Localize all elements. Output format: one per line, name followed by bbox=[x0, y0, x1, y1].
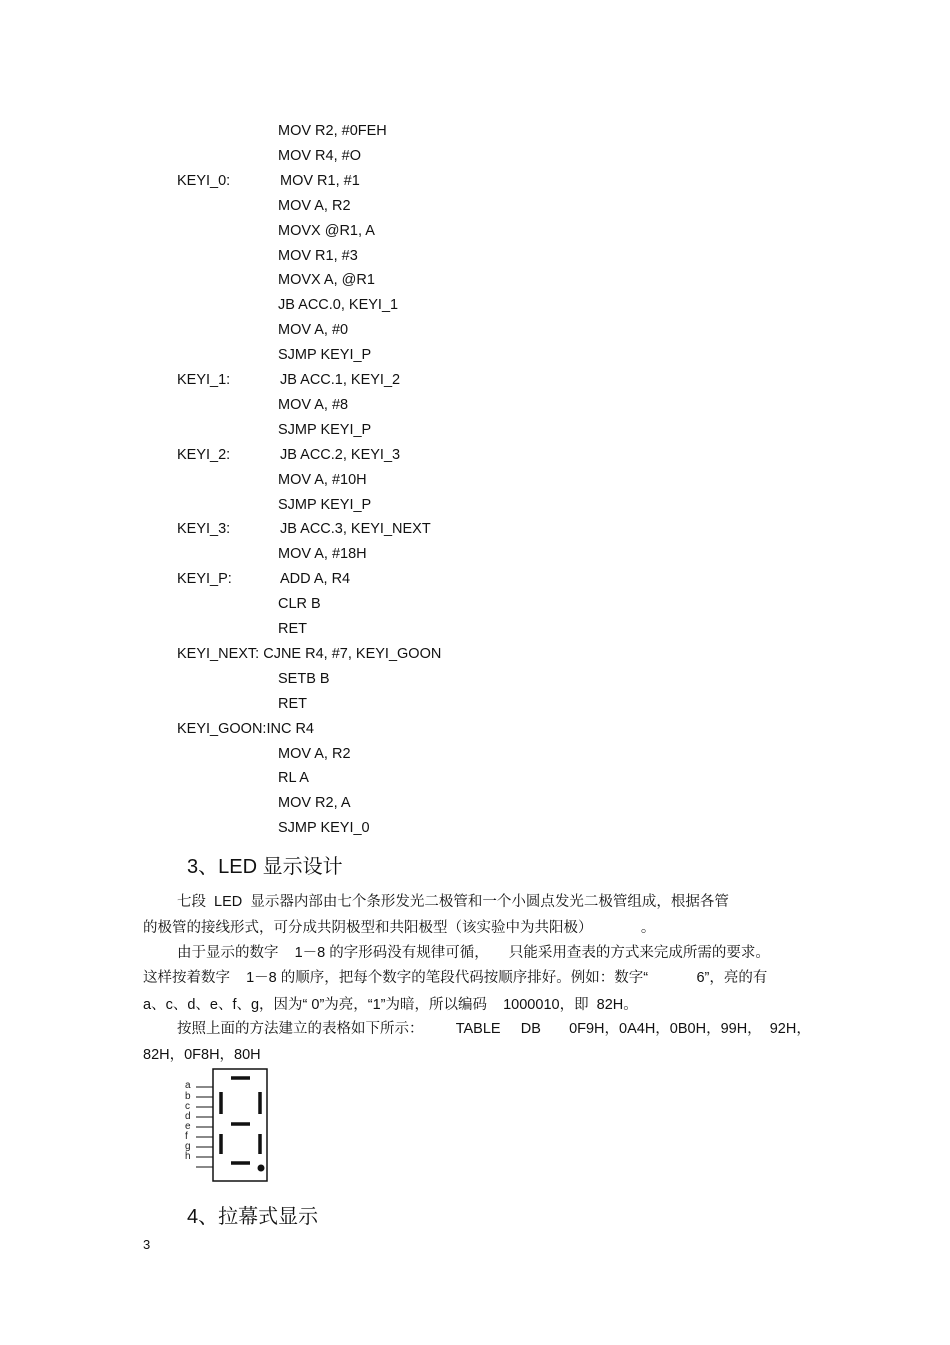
paragraph-line: 按照上面的方法建立的表格如下所示： TABLE DB 0F9H，0A4H，0B0H，99H， 92H， bbox=[177, 1021, 811, 1037]
segment-dp bbox=[258, 1165, 265, 1172]
seven-segment-display-diagram bbox=[176, 1066, 276, 1186]
code-instruction: SJMP KEYI_P bbox=[278, 497, 372, 513]
code-instruction: SJMP KEYI_P bbox=[278, 347, 372, 363]
code-instruction: MOV A, R2 bbox=[278, 198, 351, 214]
code-instruction: CLR B bbox=[278, 596, 321, 612]
code-instruction: JB ACC.3, KEYI_NEXT bbox=[280, 521, 431, 537]
pin-label: e bbox=[185, 1121, 191, 1132]
pin-label: c bbox=[185, 1101, 190, 1112]
paragraph-line: 这样按着数字 1－8 的顺序，把每个数字的笔段代码按顺序排好。例如：数字“ 6”，亮的有 bbox=[143, 970, 768, 986]
code-instruction: RET bbox=[278, 621, 307, 637]
code-instruction: ADD A, R4 bbox=[280, 571, 351, 587]
paragraph-line: 七段 LED 显示器内部由七个条形发光二极管和一个小圆点发光二极管组成，根据各管 bbox=[177, 894, 729, 910]
code-label: KEYI_NEXT: CJNE R4, #7, KEYI_GOON bbox=[177, 646, 442, 662]
pin-label: d bbox=[185, 1111, 191, 1122]
code-instruction: MOV R1, #3 bbox=[278, 248, 358, 264]
code-instruction: MOV R2, A bbox=[278, 795, 351, 811]
page-number: 3 bbox=[143, 1237, 151, 1252]
section-4-heading: 4、拉幕式显示 bbox=[187, 1206, 319, 1228]
code-label: KEYI_0: bbox=[177, 173, 231, 189]
code-label: KEYI_3: bbox=[177, 521, 231, 537]
code-instruction: MOV R2, #0FEH bbox=[278, 123, 387, 139]
code-instruction: JB ACC.2, KEYI_3 bbox=[280, 447, 401, 463]
code-label: KEYI_2: bbox=[177, 447, 231, 463]
code-instruction: RL A bbox=[278, 770, 309, 786]
code-instruction: MOV R1, #1 bbox=[280, 173, 360, 189]
code-instruction: MOVX @R1, A bbox=[278, 223, 375, 239]
pin-label: a bbox=[185, 1080, 191, 1091]
code-label: KEYI_GOON:INC R4 bbox=[177, 721, 314, 737]
paragraph-line: 82H，0F8H，80H bbox=[143, 1047, 261, 1063]
code-instruction: MOVX A, @R1 bbox=[278, 272, 375, 288]
code-instruction: MOV A, #18H bbox=[278, 546, 367, 562]
pin-label: h bbox=[185, 1151, 191, 1162]
paragraph-line: a、c、d、e、f、g，因为“ 0”为亮，“1”为暗，所以编码 1000010，即 82H。 bbox=[143, 997, 638, 1013]
code-instruction: MOV A, #8 bbox=[278, 397, 349, 413]
pin-label: b bbox=[185, 1091, 191, 1102]
code-instruction: RET bbox=[278, 696, 307, 712]
code-instruction: JB ACC.0, KEYI_1 bbox=[278, 297, 399, 313]
paragraph-line: 的极管的接线形式，可分成共阴极型和共阳极型（该实验中为共阳极） 。 bbox=[143, 920, 656, 936]
code-instruction: JB ACC.1, KEYI_2 bbox=[280, 372, 401, 388]
pin-label: f bbox=[185, 1131, 188, 1142]
code-instruction: SETB B bbox=[278, 671, 330, 687]
code-instruction: MOV A, R2 bbox=[278, 746, 351, 762]
code-instruction: MOV R4, #O bbox=[278, 148, 361, 164]
paragraph-line: 由于显示的数字 1－8 的字形码没有规律可循， 只能采用查表的方式来完成所需的要求。 bbox=[177, 945, 770, 961]
code-label: KEYI_P: bbox=[177, 571, 232, 587]
code-label: KEYI_1: bbox=[177, 372, 231, 388]
code-instruction: MOV A, #10H bbox=[278, 472, 367, 488]
section-3-heading: 3、LED 显示设计 bbox=[187, 856, 343, 878]
code-instruction: SJMP KEYI_P bbox=[278, 422, 372, 438]
code-instruction: SJMP KEYI_0 bbox=[278, 820, 370, 836]
pin-label: g bbox=[185, 1141, 191, 1152]
code-instruction: MOV A, #0 bbox=[278, 322, 349, 338]
